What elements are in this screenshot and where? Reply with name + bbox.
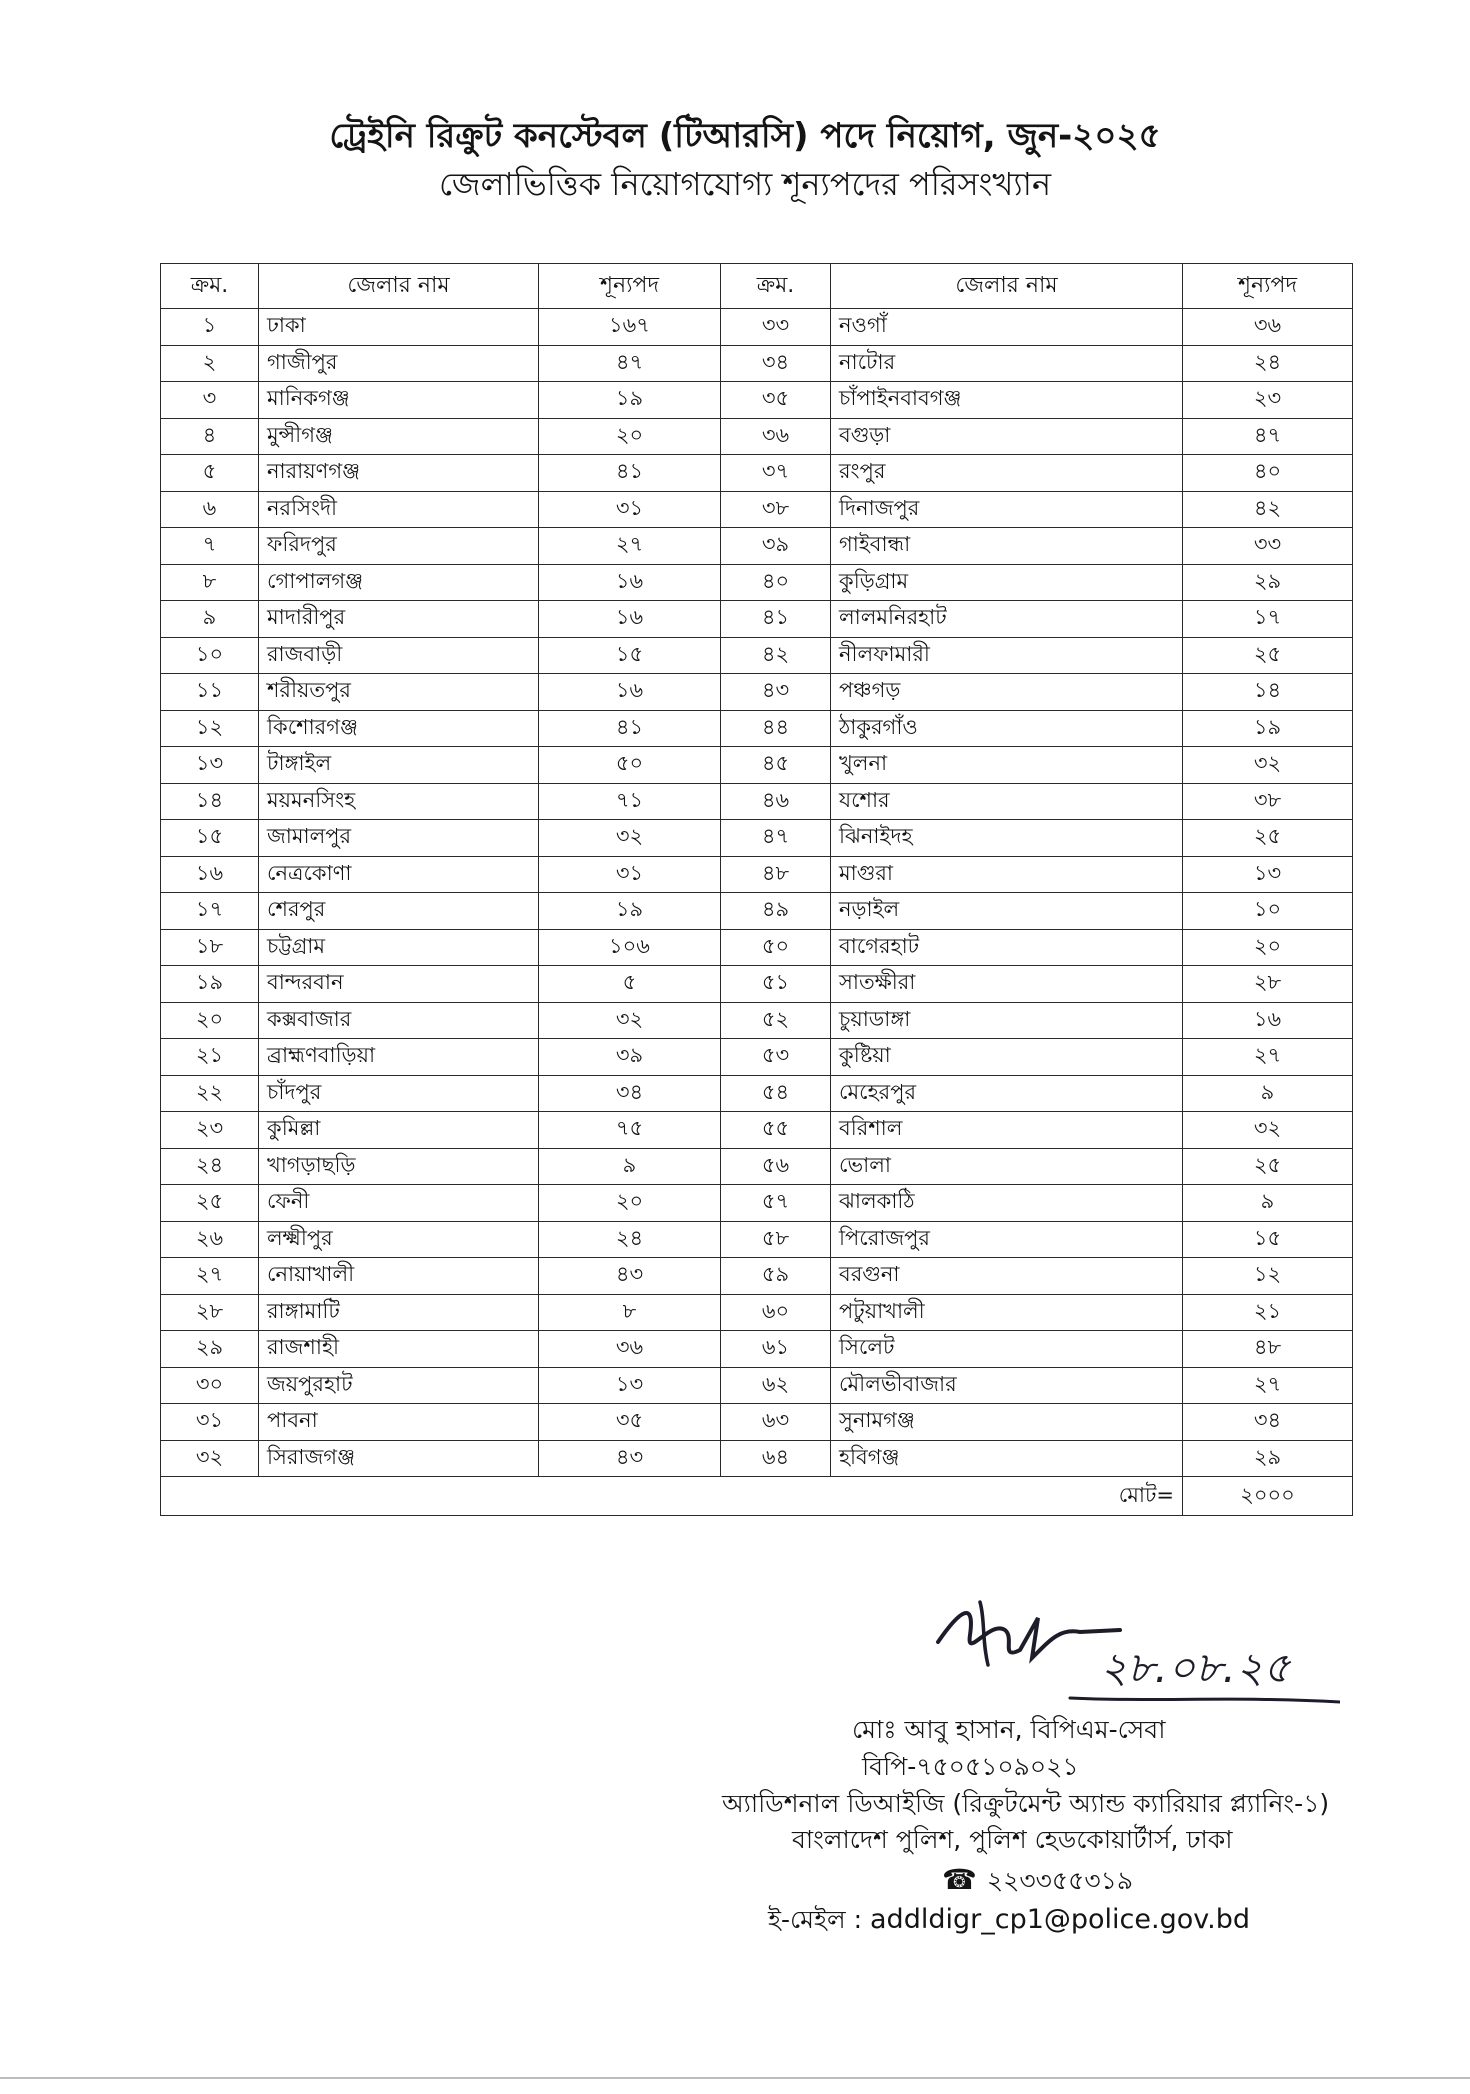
vacancy-cell: ১০৬	[539, 929, 721, 966]
col-header-district-1: জেলার নাম	[259, 264, 539, 309]
district-cell: নরসিংদী	[259, 491, 539, 528]
vacancy-cell: ১৫	[539, 637, 721, 674]
signature-block	[920, 1580, 1340, 1720]
district-cell: চট্টগ্রাম	[259, 929, 539, 966]
serial-cell: ২৫	[161, 1185, 259, 1222]
vacancy-cell: ৪৩	[539, 1258, 721, 1295]
serial-cell: ৫৯	[721, 1258, 831, 1295]
vacancy-cell: ১৬	[1183, 1002, 1353, 1039]
table-row	[161, 1002, 1353, 1039]
table-row	[161, 893, 1353, 930]
vacancy-cell: ২০	[1183, 929, 1353, 966]
table-row	[161, 564, 1353, 601]
district-cell: নেত্রকোণা	[259, 856, 539, 893]
signatory-email	[600, 1900, 1380, 1940]
table-row	[161, 491, 1353, 528]
vacancy-cell: ৫	[539, 966, 721, 1003]
district-cell: ভোলা	[831, 1148, 1183, 1185]
serial-cell: ৩২	[161, 1440, 259, 1477]
district-cell: কিশোরগঞ্জ	[259, 710, 539, 747]
serial-cell: ৯	[161, 601, 259, 638]
vacancy-cell: ৩৮	[1183, 783, 1353, 820]
telephone-icon: ☎	[942, 1863, 977, 1896]
serial-cell: ৪৮	[721, 856, 831, 893]
serial-cell: ৪৬	[721, 783, 831, 820]
serial-cell: ৩	[161, 382, 259, 419]
serial-cell: ২০	[161, 1002, 259, 1039]
district-cell: বাগেরহাট	[831, 929, 1183, 966]
vacancy-cell: ৩১	[539, 856, 721, 893]
district-cell: সিরাজগঞ্জ	[259, 1440, 539, 1477]
table-row	[161, 1294, 1353, 1331]
table-row	[161, 1112, 1353, 1149]
serial-cell: ১৬	[161, 856, 259, 893]
signatory-phone	[600, 1859, 1380, 1900]
district-cell: ঠাকুরগাঁও	[831, 710, 1183, 747]
district-cell: ফরিদপুর	[259, 528, 539, 565]
vacancy-cell: ১৬	[539, 674, 721, 711]
serial-cell: ৪১	[721, 601, 831, 638]
district-cell: পটুয়াখালী	[831, 1294, 1183, 1331]
serial-cell: ৫৮	[721, 1221, 831, 1258]
vacancy-cell: ১২	[1183, 1258, 1353, 1295]
serial-cell: ৫৪	[721, 1075, 831, 1112]
serial-cell: ৫৬	[721, 1148, 831, 1185]
vacancy-cell: ১৩	[1183, 856, 1353, 893]
serial-cell: ১৪	[161, 783, 259, 820]
total-label: মোট=	[161, 1477, 1183, 1516]
serial-cell: ২৬	[161, 1221, 259, 1258]
footer-divider	[0, 2072, 1470, 2084]
phone-number[interactable]: ২২৩৩৫৫৩১৯	[986, 1866, 1134, 1895]
serial-cell: ৫২	[721, 1002, 831, 1039]
table-row	[161, 1148, 1353, 1185]
table-row	[161, 1258, 1353, 1295]
table-row	[161, 637, 1353, 674]
vacancy-cell: ২৩	[1183, 382, 1353, 419]
serial-cell: ৪৯	[721, 893, 831, 930]
serial-cell: ৩৯	[721, 528, 831, 565]
serial-cell: ২	[161, 345, 259, 382]
vacancy-cell: ১৬	[539, 601, 721, 638]
serial-cell: ৬৪	[721, 1440, 831, 1477]
district-cell: লক্ষ্মীপুর	[259, 1221, 539, 1258]
vacancy-cell: ৫০	[539, 747, 721, 784]
signatory-name: মোঃ আবু হাসান, বিপিএম-সেবা	[852, 1715, 1166, 1744]
vacancy-cell: ৪৭	[1183, 418, 1353, 455]
vacancy-cell: ২০	[539, 1185, 721, 1222]
district-cell: চাঁপাইনবাবগঞ্জ	[831, 382, 1183, 419]
col-header-vacancy-1: শূন্যপদ	[539, 264, 721, 309]
serial-cell: ৩৫	[721, 382, 831, 419]
vacancy-cell: ১৩	[539, 1367, 721, 1404]
table-row	[161, 1185, 1353, 1222]
serial-cell: ৬০	[721, 1294, 831, 1331]
vacancy-cell: ৩২	[1183, 747, 1353, 784]
vacancy-cell: ১৯	[1183, 710, 1353, 747]
district-cell: চুয়াডাঙ্গা	[831, 1002, 1183, 1039]
serial-cell: ৪৭	[721, 820, 831, 857]
table-row	[161, 528, 1353, 565]
district-cell: চাঁদপুর	[259, 1075, 539, 1112]
handwritten-signature	[920, 1580, 1340, 1720]
table-row	[161, 418, 1353, 455]
serial-cell: ৭	[161, 528, 259, 565]
vacancy-cell: ১৬	[539, 564, 721, 601]
serial-cell: ১১	[161, 674, 259, 711]
district-cell: গাজীপুর	[259, 345, 539, 382]
serial-cell: ৬৩	[721, 1404, 831, 1441]
district-cell: কুষ্টিয়া	[831, 1039, 1183, 1076]
serial-cell: ৪৪	[721, 710, 831, 747]
table-row	[161, 966, 1353, 1003]
document-subtitle: জেলাভিত্তিক নিয়োগযোগ্য শূন্যপদের পরিসংখ্যান	[438, 165, 1052, 204]
vacancy-cell: ৮	[539, 1294, 721, 1331]
district-cell: খুলনা	[831, 747, 1183, 784]
district-cell: পাবনা	[259, 1404, 539, 1441]
table-row	[161, 856, 1353, 893]
vacancy-cell: ২৯	[1183, 564, 1353, 601]
serial-cell: ১	[161, 309, 259, 346]
vacancy-cell: ৩৬	[539, 1331, 721, 1368]
table-row	[161, 929, 1353, 966]
district-cell: মেহেরপুর	[831, 1075, 1183, 1112]
district-cell: টাঙ্গাইল	[259, 747, 539, 784]
vacancy-cell: ২০	[539, 418, 721, 455]
serial-cell: ৫৩	[721, 1039, 831, 1076]
table-body	[161, 309, 1353, 1477]
table-row	[161, 455, 1353, 492]
serial-cell: ২৭	[161, 1258, 259, 1295]
vacancy-cell: ৪১	[539, 710, 721, 747]
serial-cell: ৫৫	[721, 1112, 831, 1149]
vacancy-cell: ৪১	[539, 455, 721, 492]
serial-cell: ১৭	[161, 893, 259, 930]
district-cell: যশোর	[831, 783, 1183, 820]
serial-cell: ৩৩	[721, 309, 831, 346]
vacancy-cell: ১৯	[539, 893, 721, 930]
vacancy-cell: ৪২	[1183, 491, 1353, 528]
serial-cell: ৩০	[161, 1367, 259, 1404]
district-cell: নাটোর	[831, 345, 1183, 382]
vacancy-cell: ৩৬	[1183, 309, 1353, 346]
vacancy-cell: ১৯	[539, 382, 721, 419]
email-address[interactable]: addldigr_cp1@police.gov.bd	[870, 1904, 1250, 1936]
serial-cell: ২৯	[161, 1331, 259, 1368]
serial-cell: ৬	[161, 491, 259, 528]
district-cell: জামালপুর	[259, 820, 539, 857]
district-cell: লালমনিরহাট	[831, 601, 1183, 638]
vacancy-cell: ২৫	[1183, 637, 1353, 674]
vacancy-cell: ৯	[1183, 1185, 1353, 1222]
signatory-bp-number: বিপি-৭৫০৫১০৯০২১	[862, 1751, 1079, 1781]
district-cell: মানিকগঞ্জ	[259, 382, 539, 419]
district-cell: পঞ্চগড়	[831, 674, 1183, 711]
vacancy-cell: ৪৮	[1183, 1331, 1353, 1368]
district-cell: ঝালকাঠি	[831, 1185, 1183, 1222]
district-cell: সিলেট	[831, 1331, 1183, 1368]
serial-cell: ২৪	[161, 1148, 259, 1185]
district-cell: নারায়ণগঞ্জ	[259, 455, 539, 492]
district-cell: ময়মনসিংহ	[259, 783, 539, 820]
total-row	[161, 1477, 1353, 1516]
district-cell: ব্রাহ্মণবাড়িয়া	[259, 1039, 539, 1076]
table-row	[161, 1404, 1353, 1441]
district-cell: ফেনী	[259, 1185, 539, 1222]
vacancy-cell: ১৬৭	[539, 309, 721, 346]
serial-cell: ১৮	[161, 929, 259, 966]
serial-cell: ৫১	[721, 966, 831, 1003]
district-cell: বান্দরবান	[259, 966, 539, 1003]
vacancy-cell: ৪৩	[539, 1440, 721, 1477]
district-cell: রাজবাড়ী	[259, 637, 539, 674]
table-row	[161, 309, 1353, 346]
serial-cell: ১০	[161, 637, 259, 674]
district-cell: মাদারীপুর	[259, 601, 539, 638]
district-cell: ঝিনাইদহ	[831, 820, 1183, 857]
district-cell: জয়পুরহাট	[259, 1367, 539, 1404]
table-row	[161, 1331, 1353, 1368]
district-cell: নোয়াখালী	[259, 1258, 539, 1295]
vacancy-cell: ১০	[1183, 893, 1353, 930]
vacancy-cell: ৭৫	[539, 1112, 721, 1149]
serial-cell: ২১	[161, 1039, 259, 1076]
vacancy-cell: ৩৪	[1183, 1404, 1353, 1441]
col-header-vacancy-2: শূন্যপদ	[1183, 264, 1353, 309]
serial-cell: ২২	[161, 1075, 259, 1112]
district-cell: রাজশাহী	[259, 1331, 539, 1368]
district-cell: মুন্সীগঞ্জ	[259, 418, 539, 455]
vacancy-cell: ৩২	[539, 1002, 721, 1039]
vacancy-cell: ৩৩	[1183, 528, 1353, 565]
vacancy-cell: ৩২	[1183, 1112, 1353, 1149]
district-cell: সুনামগঞ্জ	[831, 1404, 1183, 1441]
vacancy-cell: ২৭	[1183, 1039, 1353, 1076]
serial-cell: ৩৭	[721, 455, 831, 492]
serial-cell: ৫	[161, 455, 259, 492]
signatory-info	[600, 1712, 1380, 1940]
table-row	[161, 345, 1353, 382]
vacancy-cell: ২৫	[1183, 1148, 1353, 1185]
vacancy-cell: ৪০	[1183, 455, 1353, 492]
district-cell: গাইবান্ধা	[831, 528, 1183, 565]
serial-cell: ১৫	[161, 820, 259, 857]
district-cell: রাঙ্গামাটি	[259, 1294, 539, 1331]
serial-cell: ৩৪	[721, 345, 831, 382]
serial-cell: ৫৭	[721, 1185, 831, 1222]
vacancy-cell: ২৮	[1183, 966, 1353, 1003]
district-cell: কুমিল্লা	[259, 1112, 539, 1149]
district-cell: নড়াইল	[831, 893, 1183, 930]
signatory-organization: বাংলাদেশ পুলিশ, পুলিশ হেডকোয়ার্টার্স, ঢাকা	[792, 1825, 1233, 1855]
serial-cell: ৩৮	[721, 491, 831, 528]
serial-cell: ৪৩	[721, 674, 831, 711]
serial-cell: ৫০	[721, 929, 831, 966]
serial-cell: ৩৬	[721, 418, 831, 455]
document-header	[0, 112, 1470, 208]
serial-cell: ৪০	[721, 564, 831, 601]
vacancy-cell: ২৪	[539, 1221, 721, 1258]
serial-cell: ৬১	[721, 1331, 831, 1368]
table-row	[161, 382, 1353, 419]
table-row	[161, 601, 1353, 638]
district-cell: নওগাঁ	[831, 309, 1183, 346]
vacancy-cell: ১৭	[1183, 601, 1353, 638]
vacancy-cell: ২৪	[1183, 345, 1353, 382]
serial-cell: ৪২	[721, 637, 831, 674]
vacancy-cell: ৩৫	[539, 1404, 721, 1441]
serial-cell: ১২	[161, 710, 259, 747]
signature-date: ২৮.০৮.২৫	[1100, 1643, 1291, 1692]
district-cell: সাতক্ষীরা	[831, 966, 1183, 1003]
serial-cell: ৮	[161, 564, 259, 601]
serial-cell: ২৮	[161, 1294, 259, 1331]
vacancy-cell: ৩৪	[539, 1075, 721, 1112]
table-row	[161, 747, 1353, 784]
total-value: ২০০০	[1183, 1477, 1353, 1516]
table-row	[161, 710, 1353, 747]
vacancy-cell: ২৯	[1183, 1440, 1353, 1477]
vacancy-cell: ২১	[1183, 1294, 1353, 1331]
document-title: ট্রেইনি রিক্রুট কনস্টেবল (টিআরসি) পদে নিয়োগ, জুন-২০২৫	[329, 116, 1161, 156]
district-cell: রংপুর	[831, 455, 1183, 492]
col-header-serial-1: ক্রম.	[161, 264, 259, 309]
vacancy-cell: ২৭	[539, 528, 721, 565]
district-cell: বগুড়া	[831, 418, 1183, 455]
table-row	[161, 1075, 1353, 1112]
vacancy-cell: ১৪	[1183, 674, 1353, 711]
serial-cell: ২৩	[161, 1112, 259, 1149]
table-row	[161, 783, 1353, 820]
district-cell: ঢাকা	[259, 309, 539, 346]
table-row	[161, 1367, 1353, 1404]
vacancy-cell: ১৫	[1183, 1221, 1353, 1258]
table-row	[161, 1440, 1353, 1477]
vacancy-cell: ৭১	[539, 783, 721, 820]
table-header-row	[161, 264, 1353, 309]
col-header-district-2: জেলার নাম	[831, 264, 1183, 309]
district-cell: দিনাজপুর	[831, 491, 1183, 528]
serial-cell: ১৯	[161, 966, 259, 1003]
district-cell: মৌলভীবাজার	[831, 1367, 1183, 1404]
vacancy-cell: ৩১	[539, 491, 721, 528]
serial-cell: ৪	[161, 418, 259, 455]
email-label: ই-মেইল :	[768, 1905, 863, 1935]
vacancy-cell: ৩২	[539, 820, 721, 857]
district-cell: গোপালগঞ্জ	[259, 564, 539, 601]
district-cell: পিরোজপুর	[831, 1221, 1183, 1258]
serial-cell: ৪৫	[721, 747, 831, 784]
district-cell: মাগুরা	[831, 856, 1183, 893]
district-cell: শরীয়তপুর	[259, 674, 539, 711]
vacancy-cell: ৯	[1183, 1075, 1353, 1112]
vacancy-cell: ৯	[539, 1148, 721, 1185]
district-cell: বরগুনা	[831, 1258, 1183, 1295]
district-cell: নীলফামারী	[831, 637, 1183, 674]
district-cell: হবিগঞ্জ	[831, 1440, 1183, 1477]
table-row	[161, 674, 1353, 711]
serial-cell: ৩১	[161, 1404, 259, 1441]
signatory-designation: অ্যাডিশনাল ডিআইজি (রিক্রুটমেন্ট অ্যান্ড ক্যারিয়ার প্ল্যানিং-১)	[722, 1788, 1330, 1818]
table-row	[161, 820, 1353, 857]
district-cell: শেরপুর	[259, 893, 539, 930]
district-cell: খাগড়াছড়ি	[259, 1148, 539, 1185]
vacancy-cell: ২৭	[1183, 1367, 1353, 1404]
district-cell: কক্সবাজার	[259, 1002, 539, 1039]
serial-cell: ১৩	[161, 747, 259, 784]
table-row	[161, 1039, 1353, 1076]
district-cell: বরিশাল	[831, 1112, 1183, 1149]
serial-cell: ৬২	[721, 1367, 831, 1404]
table-row	[161, 1221, 1353, 1258]
vacancy-cell: ৩৯	[539, 1039, 721, 1076]
vacancy-table	[160, 263, 1353, 1516]
col-header-serial-2: ক্রম.	[721, 264, 831, 309]
vacancy-cell: ২৫	[1183, 820, 1353, 857]
vacancy-cell: ৪৭	[539, 345, 721, 382]
district-cell: কুড়িগ্রাম	[831, 564, 1183, 601]
